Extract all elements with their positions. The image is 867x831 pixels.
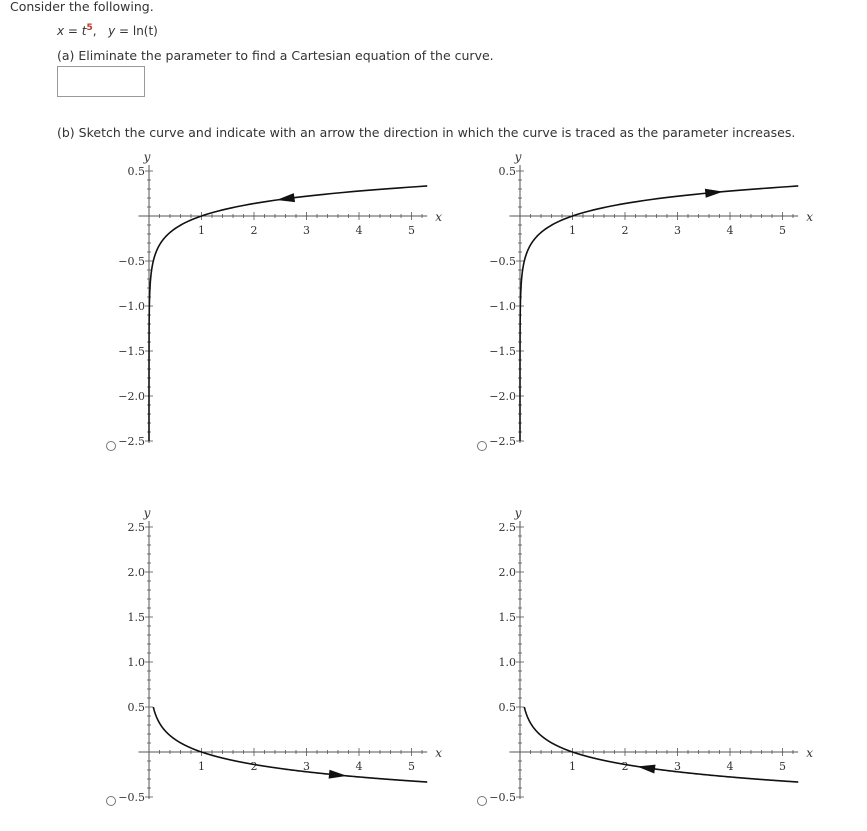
direction-arrow (277, 193, 295, 202)
separator: , (92, 24, 97, 38)
y-tick-label: −0.5 (118, 255, 145, 268)
x-tick-label: 4 (726, 760, 734, 773)
y-tick-label: 0.5 (498, 165, 516, 178)
x-tick-label: 2 (250, 760, 258, 773)
y-variable: y (108, 24, 116, 38)
x-tick-label: 3 (303, 224, 310, 237)
x-tick-label: 4 (355, 760, 363, 773)
graph-option-radio-bottom-left[interactable] (106, 796, 116, 806)
y-tick-label: −1.5 (489, 345, 516, 358)
y-tick-label: −0.5 (489, 255, 516, 268)
y-tick-label: −0.5 (489, 791, 516, 804)
part-a-label: (a) Eliminate the parameter to find a Cartesian equation of the curve. (57, 48, 494, 63)
direction-arrow (329, 770, 347, 779)
graph-top-left (118, 150, 442, 448)
curve (149, 186, 427, 441)
y-tick-label: 0.5 (127, 701, 145, 714)
t-variable: t (81, 24, 87, 38)
y-axis-label: y (143, 150, 151, 164)
x-tick-label: 5 (408, 224, 415, 237)
y-tick-label: −2.5 (489, 435, 516, 448)
x-axis-label: x (435, 746, 443, 760)
y-expression: ln(t) (132, 24, 158, 38)
y-tick-label: 0.5 (127, 165, 145, 178)
y-axis-label: y (143, 506, 151, 520)
x-tick-label: 4 (726, 224, 734, 237)
y-tick-label: 1.0 (498, 656, 516, 669)
y-axis-label: y (514, 506, 522, 520)
x-axis-label: x (806, 746, 814, 760)
graph-option-radio-top-left[interactable] (106, 441, 116, 451)
graph-top-right (489, 150, 813, 448)
parametric-equations: $x = t^5$, y = ln(t) (57, 23, 158, 38)
curve (520, 186, 798, 441)
y-tick-label: 2.0 (498, 566, 516, 579)
y-tick-label: −0.5 (118, 791, 145, 804)
graph-option-radio-top-right[interactable] (477, 441, 487, 451)
y-tick-label: 0.5 (498, 701, 516, 714)
x-tick-label: 1 (569, 224, 576, 237)
y-tick-label: 2.5 (127, 521, 145, 534)
x-tick-label: 2 (250, 224, 258, 237)
curve (524, 707, 798, 782)
x-tick-label: 5 (779, 224, 786, 237)
x-tick-label: 5 (408, 760, 415, 773)
y-tick-label: 1.0 (127, 656, 145, 669)
x-variable: x (57, 24, 65, 38)
x-tick-label: 1 (569, 760, 576, 773)
y-tick-label: −2.5 (118, 435, 145, 448)
y-tick-label: 2.5 (498, 521, 516, 534)
x-tick-label: 3 (674, 760, 681, 773)
y-tick-label: −1.0 (118, 300, 145, 313)
x-axis-label: x (806, 210, 814, 224)
y-tick-label: 1.5 (498, 611, 516, 624)
exponent: 5 (86, 23, 93, 33)
direction-arrow (637, 765, 655, 774)
y-tick-label: −2.0 (118, 390, 145, 403)
x-tick-label: 1 (198, 224, 205, 237)
direction-arrow (705, 189, 723, 198)
x-tick-label: 3 (303, 760, 310, 773)
y-tick-label: −2.0 (489, 390, 516, 403)
y-tick-label: 2.0 (127, 566, 145, 579)
x-tick-label: 3 (674, 224, 681, 237)
x-tick-label: 2 (621, 224, 629, 237)
x-tick-label: 2 (621, 760, 629, 773)
y-axis-label: y (514, 150, 522, 164)
y-tick-label: −1.0 (489, 300, 516, 313)
prompt-text: Consider the following. (10, 0, 154, 14)
x-tick-label: 1 (198, 760, 205, 773)
graph-option-radio-bottom-right[interactable] (477, 796, 487, 806)
x-axis-label: x (435, 210, 443, 224)
y-tick-label: 1.5 (127, 611, 145, 624)
x-tick-label: 5 (779, 760, 786, 773)
curve (153, 707, 427, 782)
y-tick-label: −1.5 (118, 345, 145, 358)
graph-bottom-left (118, 506, 442, 804)
part-b-label: (b) Sketch the curve and indicate with an arrow the direction in which the curve is traced as the parameter increases. (57, 125, 796, 140)
graph-bottom-right (489, 506, 813, 804)
x-tick-label: 4 (355, 224, 363, 237)
